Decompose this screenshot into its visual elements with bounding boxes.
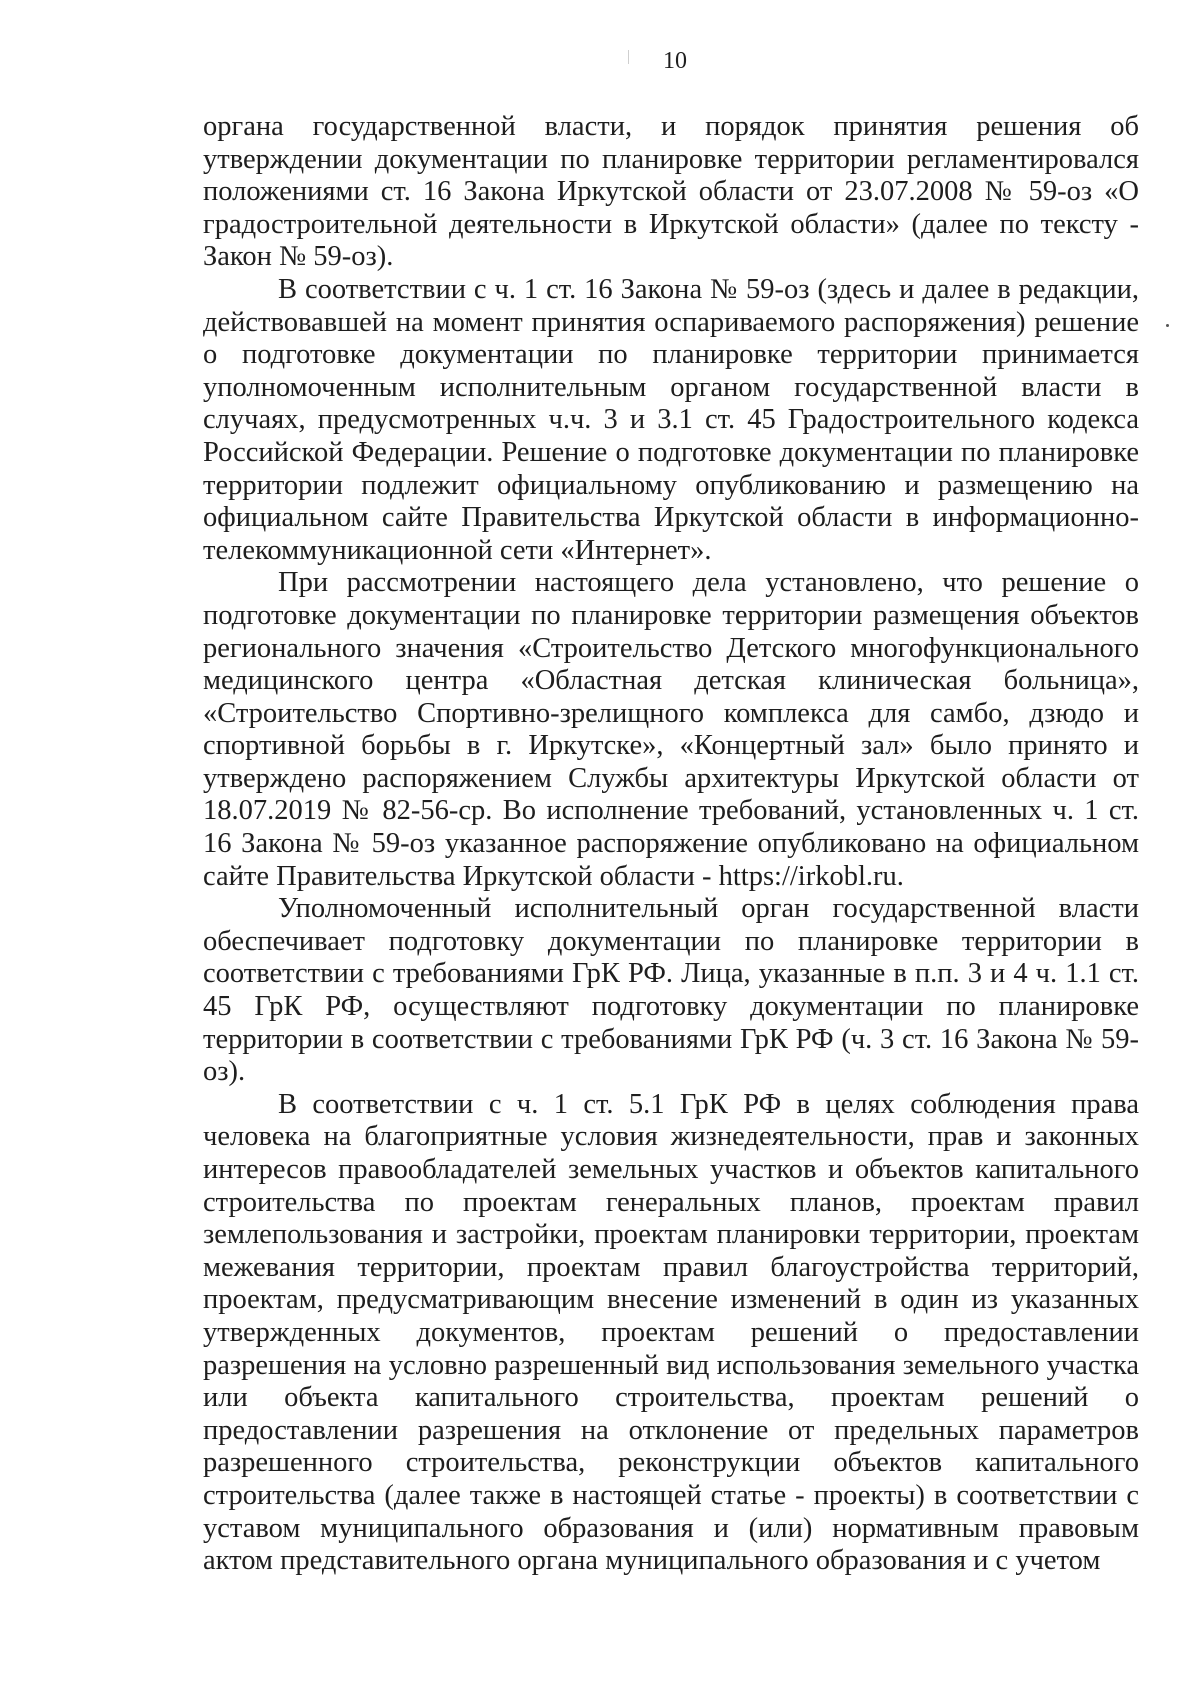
paragraph: Уполномоченный исполнительный орган государственной власти обеспечивает подготовку документации по планировке территории в соответствии с требованиями ГрК РФ. Лица, указанные в п.п. 3 и 4 ч. 1.1 ст. 45 ГрК РФ, осуществляют подготовку документации по планировке территории в соответствии с требованиями ГрК РФ (ч. 3 ст. 16 Закона № 59-оз). [203, 893, 1139, 1088]
paragraph: В соответствии с ч. 1 ст. 16 Закона № 59-оз (здесь и далее в редакции, действовавшей на момент принятия оспариваемого распоряжения) решение о подготовке документации по планировке территории принимается уполномоченным исполнительным органом государственной власти в случаях, предусмотренных ч.ч. 3 и 3.1 ст. 45 Градостроительного кодекса Российской Федерации. Решение о подготовке документации по планировке территории подлежит официальному опубликованию и размещению на официальном сайте Правительства Иркутской области в информационно-телекоммуникационной сети «Интернет». [203, 273, 1139, 566]
scan-speck [1166, 324, 1169, 327]
paragraph: При рассмотрении настоящего дела установлено, что решение о подготовке документации по планировке территории размещения объектов регионального значения «Строительство Детского многофункционального медицинского центра «Областная детская клиническая больница», «Строительство Спортивно-зрелищного комплекса для самбо, дзюдо и спортивной борьбы в г. Иркутске», «Концертный зал» было принято и утверждено распоряжением Службы архитектуры Иркутской области от 18.07.2019 № 82-56-ср. Во исполнение требований, установленных ч. 1 ст. 16 Закона № 59-оз указанное распоряжение опубликовано на официальном сайте Правительства Иркутской области - https://irkobl.ru. [203, 567, 1139, 892]
page-number: 10 [663, 48, 687, 74]
paragraph-continuation: органа государственной власти, и порядок принятия решения об утверждении документации по планировке территории регламентировался положениями ст. 16 Закона Иркутской области от 23.07.2008 № 59-оз «О градостроительной деятельности в Иркутской области» (далее по тексту - Закон № 59-оз). [203, 111, 1139, 273]
document-body [203, 111, 1139, 1578]
paragraph: В соответствии с ч. 1 ст. 5.1 ГрК РФ в целях соблюдения права человека на благоприятные условия жизнедеятельности, прав и законных интересов правообладателей земельных участков и объектов капитального строительства по проектам генеральных планов, проектам правил землепользования и застройки, проектам планировки территории, проектам межевания территории, проектам правил благоустройства территорий, проектам, предусматривающим внесение изменений в один из указанных утвержденных документов, проектам решений о предоставлении разрешения на условно разрешенный вид использования земельного участка или объекта капитального строительства, проектам решений о предоставлении разрешения на отклонение от предельных параметров разрешенного строительства, реконструкции объектов капитального строительства (далее также в настоящей статье - проекты) в соответствии с уставом муниципального образования и (или) нормативным правовым актом представительного органа муниципального образования и с учетом [203, 1088, 1139, 1577]
